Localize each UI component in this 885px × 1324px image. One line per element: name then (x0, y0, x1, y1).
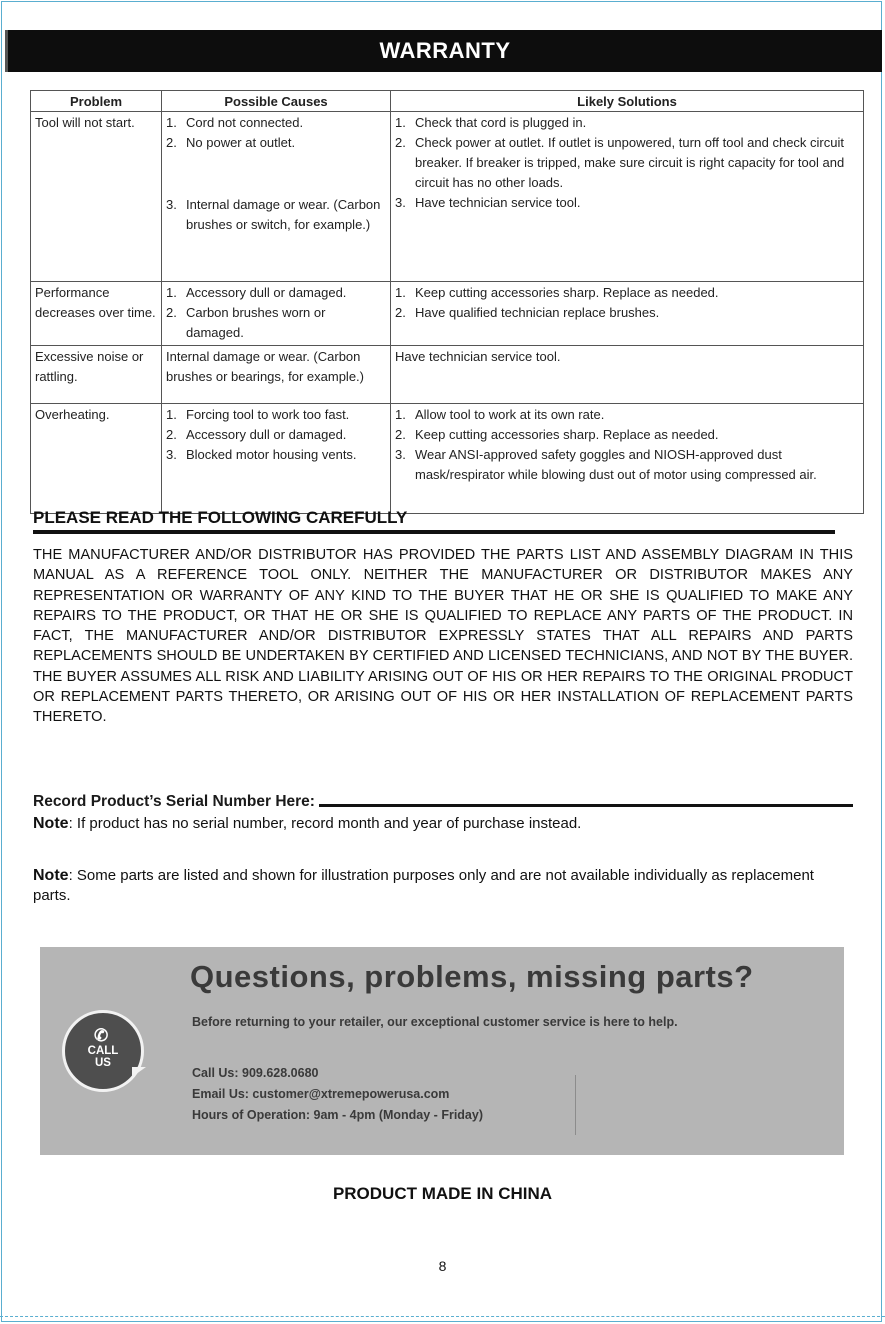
serial-number-field (33, 793, 853, 811)
list-item: 2. No power at outlet. (166, 135, 296, 150)
table-row (31, 112, 864, 282)
banner-divider (575, 1075, 576, 1135)
note-text: : If product has no serial number, record month and year of purchase instead. (68, 815, 582, 832)
list-item: 3. Internal damage or wear. (Carbon brushes or switch, for example.) (166, 197, 381, 232)
list-item: 2. Check power at outlet. If outlet is unpowered, turn off tool and check circuit breaker. If breaker is tripped, make sure circuit is right capacity for tool and circuit has no other loads. (395, 135, 845, 190)
causes-cell (162, 404, 391, 514)
list-item: 1. Accessory dull or damaged. (166, 285, 347, 300)
section-title: PLEASE READ THE FOLLOWING CAREFULLY (33, 508, 408, 527)
list-item: 1. Keep cutting accessories sharp. Replace as needed. (395, 285, 719, 300)
list-item: 1. Forcing tool to work too fast. (166, 407, 350, 422)
section-rule (33, 530, 835, 534)
causes-cell (162, 112, 391, 282)
made-in-label: PRODUCT MADE IN CHINA (332, 1184, 553, 1203)
page-number: 8 (438, 1258, 447, 1274)
note-label: Note (33, 815, 69, 832)
header-problem: Problem (31, 91, 162, 112)
note-label: Note (33, 867, 69, 884)
table-row (31, 282, 864, 346)
list-item: 2. Carbon brushes worn or damaged. (166, 305, 326, 340)
customer-service-banner (40, 947, 844, 1155)
hours-of-operation: Hours of Operation: 9am - 4pm (Monday - Friday) (192, 1108, 483, 1122)
list-item: 3. Have technician service tool. (395, 195, 581, 210)
contact-info (192, 1063, 483, 1126)
banner-subtitle: Before returning to your retailer, our exceptional customer service is here to help. (192, 1015, 678, 1029)
table-row (31, 346, 864, 404)
problem-cell: Tool will not start. (31, 112, 162, 282)
list-item: 1. Check that cord is plugged in. (395, 115, 587, 130)
solutions-cell (391, 282, 864, 346)
warranty-header (5, 30, 882, 72)
header-possible-causes: Possible Causes (162, 91, 391, 112)
serial-number-write-line (319, 804, 853, 807)
solutions-cell (391, 112, 864, 282)
causes-cell (162, 282, 391, 346)
solutions-cell: Have technician service tool. (391, 346, 864, 404)
causes-cell: Internal damage or wear. (Carbon brushes or bearings, for example.) (162, 346, 391, 404)
phone-icon: ✆ (94, 1026, 109, 1045)
disclaimer-paragraph: THE MANUFACTURER AND/OR DISTRIBUTOR HAS PROVIDED THE PARTS LIST AND ASSEMBLY DIAGRAM IN THIS MANUAL AS A REFERENCE TOOL ONLY. NEITHER THE MANUFACTURER OR DISTRIBUTOR MAKES ANY REPRESENTATION OR WARRANTY OF ANY KIND TO THE BUYER THAT HE OR SHE IS QUALIFIED TO MAKE ANY REPAIRS TO THE PRODUCT, OR THAT HE OR SHE IS QUALIFIED TO REPLACE ANY PARTS OF THE PRODUCT. IN FACT, THE MANUFACTURER AND/OR DISTRIBUTOR EXPRESSLY STATES THAT ALL REPAIRS AND PARTS REPLACEMENTS SHOULD BE UNDERTAKEN BY CERTIFIED AND LICENSED TECHNICIANS, AND NOT BY THE BUYER. THE BUYER ASSUMES ALL RISK AND LIABILITY ARISING OUT OF HIS OR HER REPAIRS TO THE ORIGINAL PRODUCT OR REPLACEMENT PARTS THERETO, OR ARISING OUT OF HIS OR HER INSTALLATION OF REPLACEMENT PARTS THERETO. (33, 547, 853, 726)
banner-title: Questions, problems, missing parts? (190, 959, 754, 994)
email-address: Email Us: customer@xtremepowerusa.com (192, 1087, 450, 1101)
note-serial (33, 815, 581, 833)
note-parts (33, 866, 843, 906)
list-item: 1. Cord not connected. (166, 115, 304, 130)
note-text: : Some parts are listed and shown for illustration purposes only and are not available individually as replacement parts. (33, 867, 814, 904)
header-likely-solutions: Likely Solutions (391, 91, 864, 112)
warranty-title: WARRANTY (379, 38, 511, 63)
phone-number: Call Us: 909.628.0680 (192, 1066, 319, 1080)
call-us-badge (62, 1010, 144, 1092)
call-us-badge-text: CALL US (87, 1045, 119, 1069)
list-item: 3. Wear ANSI-approved safety goggles and NIOSH-approved dust mask/respirator while blowing dust out of motor using compressed air. (395, 447, 817, 482)
table-row (31, 404, 864, 514)
page-cut-line (0, 1316, 885, 1317)
table-header-row (31, 91, 864, 112)
troubleshooting-table (30, 90, 864, 514)
list-item: 2. Have qualified technician replace brushes. (395, 305, 660, 320)
serial-number-label: Record Product’s Serial Number Here: (33, 793, 315, 810)
problem-cell: Overheating. (31, 404, 162, 514)
solutions-cell (391, 404, 864, 514)
problem-cell: Performance decreases over time. (31, 282, 162, 346)
list-item: 2. Accessory dull or damaged. (166, 427, 347, 442)
speech-bubble-tail (132, 1067, 146, 1077)
problem-cell: Excessive noise or rattling. (31, 346, 162, 404)
list-item: 1. Allow tool to work at its own rate. (395, 407, 605, 422)
list-item: 3. Blocked motor housing vents. (166, 447, 357, 462)
list-item: 2. Keep cutting accessories sharp. Replace as needed. (395, 427, 719, 442)
